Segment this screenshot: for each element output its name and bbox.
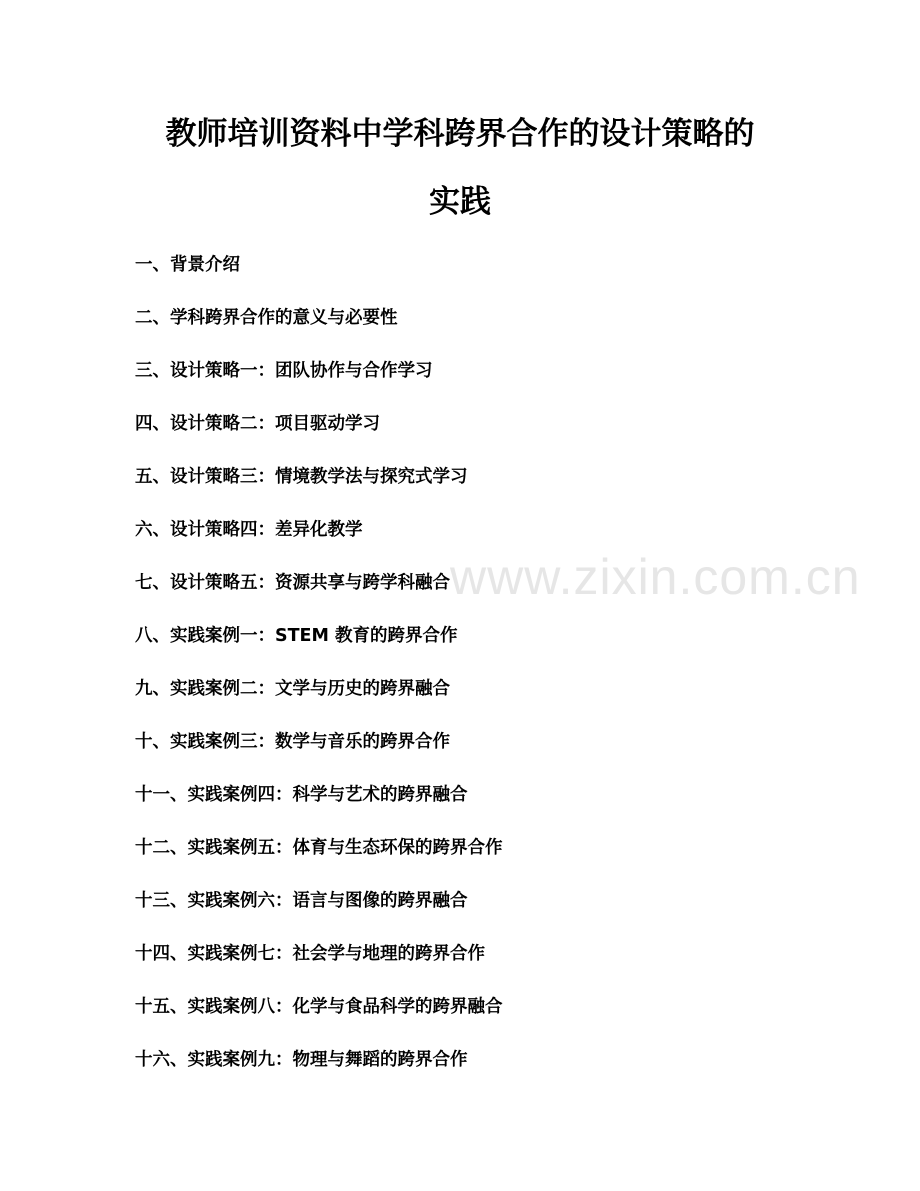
toc-item: 七、设计策略五：资源共享与跨学科融合 bbox=[135, 573, 450, 593]
document-title bbox=[0, 100, 920, 236]
document-title-line-2: 实践 bbox=[429, 184, 491, 220]
toc-item: 二、学科跨界合作的意义与必要性 bbox=[135, 308, 398, 328]
toc-item: 三、设计策略一：团队协作与合作学习 bbox=[135, 361, 433, 381]
table-of-contents bbox=[135, 248, 503, 1096]
toc-item: 八、实践案例一：STEM 教育的跨界合作 bbox=[135, 626, 458, 646]
toc-item: 六、设计策略四：差异化教学 bbox=[135, 520, 363, 540]
toc-item: 十六、实践案例九：物理与舞蹈的跨界合作 bbox=[135, 1050, 468, 1070]
toc-item: 十三、实践案例六：语言与图像的跨界融合 bbox=[135, 891, 468, 911]
toc-item: 十四、实践案例七：社会学与地理的跨界合作 bbox=[135, 944, 485, 964]
toc-item: 九、实践案例二：文学与历史的跨界融合 bbox=[135, 679, 450, 699]
toc-item: 四、设计策略二：项目驱动学习 bbox=[135, 414, 380, 434]
toc-item: 十一、实践案例四：科学与艺术的跨界融合 bbox=[135, 785, 468, 805]
toc-item: 十五、实践案例八：化学与食品科学的跨界融合 bbox=[135, 997, 503, 1017]
toc-item: 十二、实践案例五：体育与生态环保的跨界合作 bbox=[135, 838, 503, 858]
document-title-line-1: 教师培训资料中学科跨界合作的设计策略的 bbox=[165, 116, 755, 152]
toc-item: 十、实践案例三：数学与音乐的跨界合作 bbox=[135, 732, 450, 752]
watermark: www.zixin.com.cn bbox=[450, 549, 861, 605]
toc-item: 一、背景介绍 bbox=[135, 255, 240, 275]
toc-item: 五、设计策略三：情境教学法与探究式学习 bbox=[135, 467, 468, 487]
